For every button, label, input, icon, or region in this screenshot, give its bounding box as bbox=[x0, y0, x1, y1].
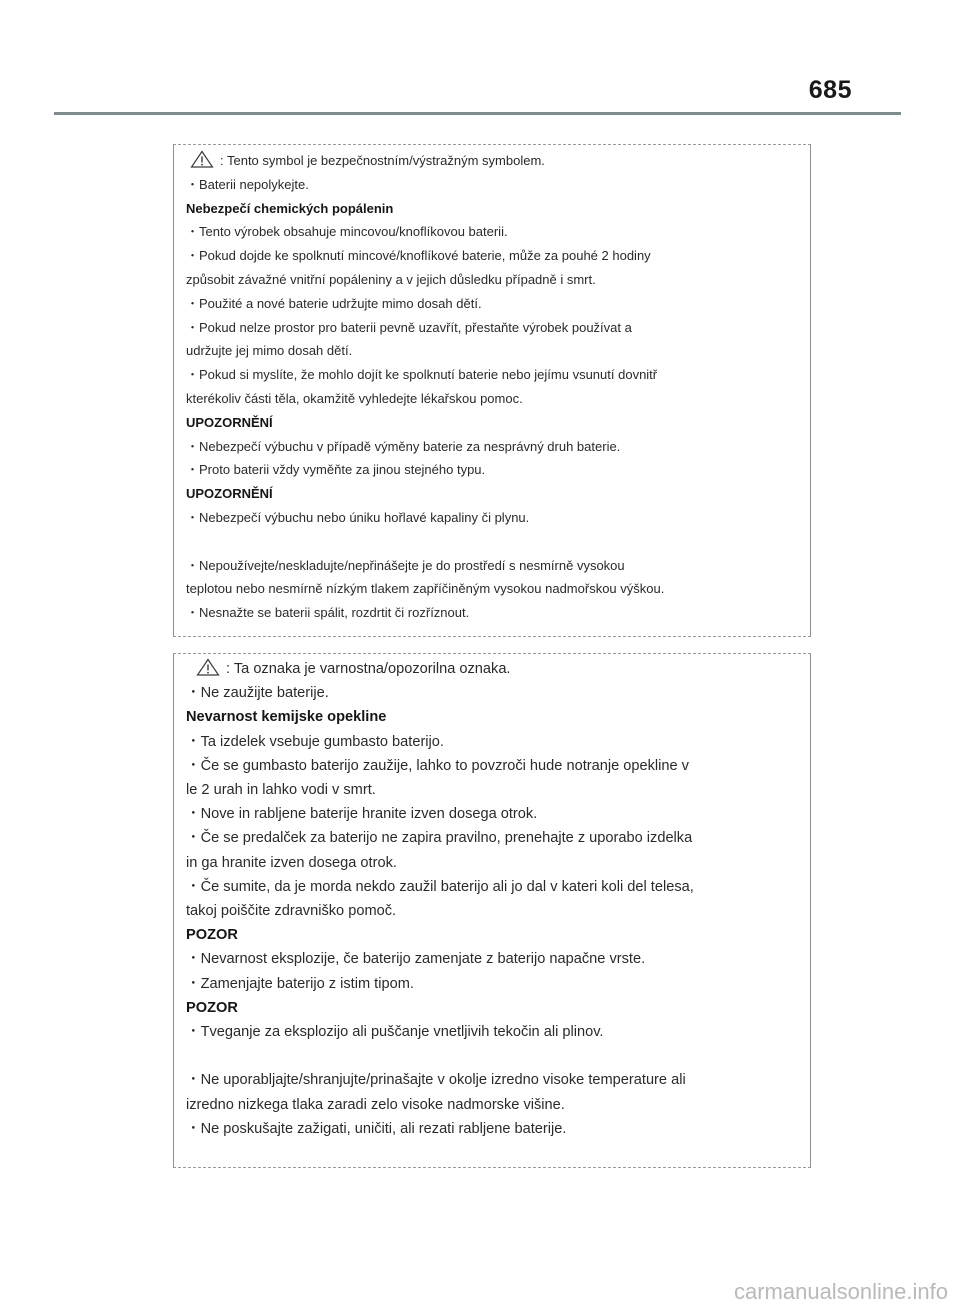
text-line: ・Ne uporabljajte/shranjujte/prinašajte v okolje izredno visoke temperature ali bbox=[186, 1072, 686, 1089]
text-line: ・Tveganje za eksplozijo ali puščanje vnetljivih tekočin ali plinov. bbox=[186, 1024, 604, 1041]
section-heading: Nebezpečí chemických popálenin bbox=[186, 200, 394, 216]
text-line: ・Nebezpečí výbuchu v případě výměny baterie za nesprávný druh baterie. bbox=[186, 438, 621, 454]
text-line: ・Nebezpečí výbuchu nebo úniku hořlavé kapaliny či plynu. bbox=[186, 509, 530, 525]
section-heading: UPOZORNĚNÍ bbox=[186, 486, 273, 502]
text-line: ・Proto baterii vždy vyměňte za jinou stejného typu. bbox=[186, 462, 486, 478]
text-line: ・Pokud nelze prostor pro baterii pevně uzavřít, přestaňte výrobek používat a bbox=[186, 319, 632, 335]
text-line: takoj poiščite zdravniško pomoč. bbox=[186, 903, 397, 920]
warning-symbol-text: : Ta oznaka je varnostna/opozorilna oznaka. bbox=[226, 661, 511, 677]
text-line: ・Ta izdelek vsebuje gumbasto baterijo. bbox=[186, 733, 444, 750]
section-heading: UPOZORNĚNÍ bbox=[186, 414, 273, 430]
text-line: ・Baterii nepolykejte. bbox=[186, 176, 309, 192]
text-line: in ga hranite izven dosega otrok. bbox=[186, 854, 397, 871]
warning-triangle-icon bbox=[190, 150, 214, 168]
text-line: udržujte jej mimo dosah dětí. bbox=[186, 343, 353, 359]
site-watermark: carmanualsonline.info bbox=[733, 1279, 948, 1304]
warning-symbol-line bbox=[186, 657, 800, 681]
warning-triangle-icon bbox=[196, 658, 220, 676]
text-line: způsobit závažné vnitřní popáleniny a v jejich důsledku případně i smrt. bbox=[186, 271, 596, 287]
text-line: ・Nesnažte se baterii spálit, rozdrtit či rozříznout. bbox=[186, 605, 470, 621]
warning-box-slovenian bbox=[173, 653, 811, 1168]
warning-box-czech bbox=[173, 144, 811, 637]
blank-line bbox=[186, 1044, 800, 1068]
text-line: ・Če se predalček za baterijo ne zapira pravilno, prenehajte z uporabo izdelka bbox=[186, 830, 693, 847]
warning-lines bbox=[186, 681, 800, 1141]
text-line: ・Tento výrobek obsahuje mincovou/knoflíkovou baterii. bbox=[186, 224, 508, 240]
text-line: ・Ne poskušajte zažigati, uničiti, ali rezati rabljene baterije. bbox=[186, 1120, 567, 1137]
text-line: ・Če se gumbasto baterijo zaužije, lahko to povzroči hude notranje opekline v bbox=[186, 757, 689, 774]
section-heading: POZOR bbox=[186, 999, 238, 1016]
warning-lines bbox=[186, 173, 800, 625]
section-heading: Nevarnost kemijske opekline bbox=[186, 709, 387, 726]
text-line: ・Nevarnost eksplozije, če baterijo zamenjate z baterijo napačne vrste. bbox=[186, 951, 646, 968]
text-line: ・Nove in rabljene baterije hranite izven dosega otrok. bbox=[186, 806, 538, 823]
text-line: ・Pokud si myslíte, že mohlo dojít ke spolknutí baterie nebo jejímu vsunutí dovnitř bbox=[186, 367, 658, 383]
text-line: kterékoliv části těla, okamžitě vyhledejte lékařskou pomoc. bbox=[186, 390, 523, 406]
header-rule bbox=[54, 112, 901, 115]
blank-line bbox=[186, 530, 800, 554]
text-line: ・Ne zaužijte baterije. bbox=[186, 685, 329, 702]
warning-symbol-text: : Tento symbol je bezpečnostním/výstražným symbolem. bbox=[220, 153, 545, 168]
text-line: teplotou nebo nesmírně nízkým tlakem zapříčiněným vysokou nadmořskou výškou. bbox=[186, 581, 665, 597]
text-line: ・Pokud dojde ke spolknutí mincové/knoflíkové baterie, může za pouhé 2 hodiny bbox=[186, 248, 651, 264]
text-line: ・Zamenjajte baterijo z istim tipom. bbox=[186, 975, 414, 992]
text-line: ・Nepoužívejte/neskladujte/nepřinášejte je do prostředí s nesmírně vysokou bbox=[186, 557, 625, 573]
text-line: ・Če sumite, da je morda nekdo zaužil baterijo ali jo dal v kateri koli del telesa, bbox=[186, 878, 694, 895]
page-number: 685 bbox=[808, 76, 852, 104]
text-line: ・Použité a nové baterie udržujte mimo dosah dětí. bbox=[186, 295, 482, 311]
warning-symbol-line bbox=[186, 149, 800, 173]
text-line: izredno nizkega tlaka zaradi zelo visoke nadmorske višine. bbox=[186, 1096, 565, 1113]
section-heading: POZOR bbox=[186, 927, 238, 944]
text-line: le 2 urah in lahko vodi v smrt. bbox=[186, 782, 376, 799]
